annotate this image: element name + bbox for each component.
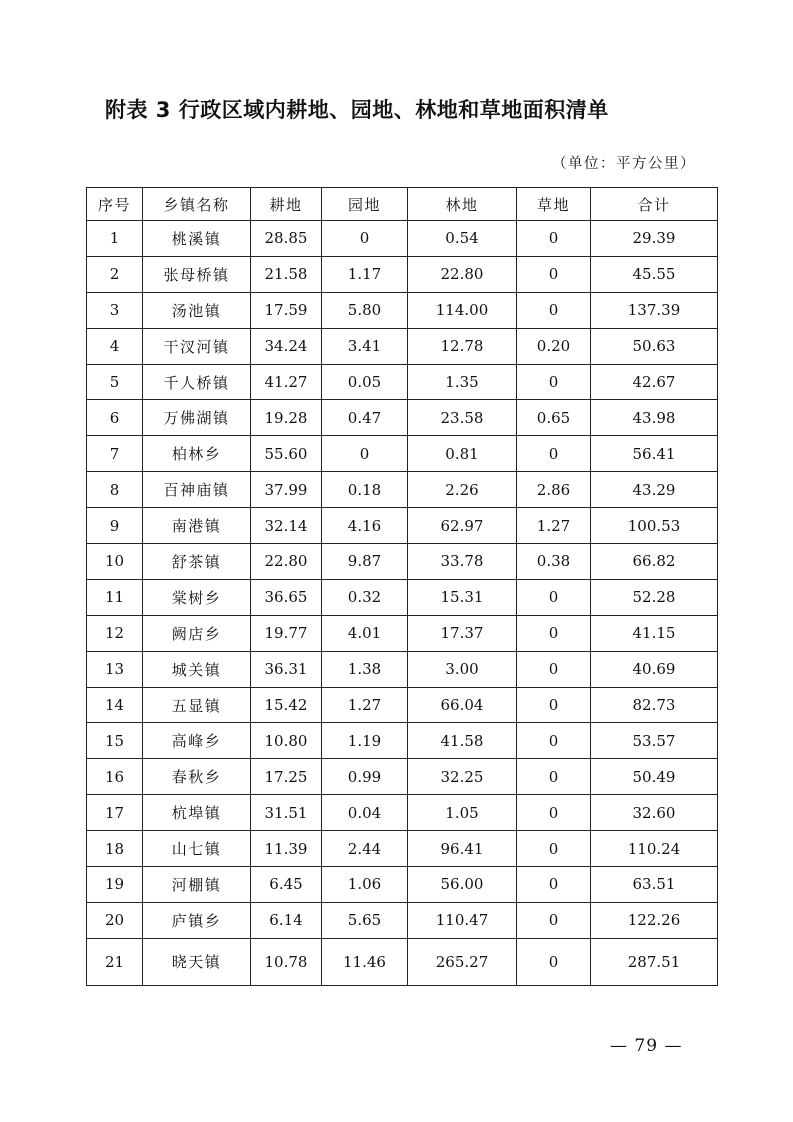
cell-grassland: 0 [517,256,591,292]
cell-farmland: 34.24 [251,328,322,364]
cell-index: 14 [87,687,143,723]
cell-index: 7 [87,436,143,472]
header-total: 合计 [591,188,718,221]
cell-grassland: 1.27 [517,508,591,544]
table-row [87,436,718,472]
cell-garden: 5.80 [322,292,408,328]
header-forest: 林地 [408,188,517,221]
cell-forest: 66.04 [408,687,517,723]
cell-index: 15 [87,723,143,759]
table-row [87,579,718,615]
cell-grassland: 0 [517,902,591,938]
cell-total: 53.57 [591,723,718,759]
table-row [87,651,718,687]
cell-town: 张母桥镇 [143,256,251,292]
cell-garden: 1.17 [322,256,408,292]
unit-label: （单位：平方公里） [552,156,696,172]
table-row [87,292,718,328]
cell-town: 河棚镇 [143,867,251,903]
cell-farmland: 32.14 [251,508,322,544]
cell-grassland: 0.65 [517,400,591,436]
table-row [87,902,718,938]
cell-garden: 5.65 [322,902,408,938]
cell-town: 柏林乡 [143,436,251,472]
cell-garden: 0.05 [322,364,408,400]
cell-forest: 1.05 [408,795,517,831]
cell-grassland: 0 [517,831,591,867]
cell-forest: 22.80 [408,256,517,292]
cell-forest: 33.78 [408,544,517,580]
cell-grassland: 0 [517,938,591,985]
cell-index: 21 [87,938,143,985]
cell-town: 晓天镇 [143,938,251,985]
cell-total: 43.29 [591,472,718,508]
cell-grassland: 0 [517,687,591,723]
cell-garden: 2.44 [322,831,408,867]
table-row [87,831,718,867]
table-row [87,687,718,723]
cell-farmland: 55.60 [251,436,322,472]
cell-index: 20 [87,902,143,938]
cell-farmland: 17.25 [251,759,322,795]
cell-town: 城关镇 [143,651,251,687]
cell-grassland: 0 [517,759,591,795]
cell-total: 50.63 [591,328,718,364]
cell-index: 3 [87,292,143,328]
table-row [87,615,718,651]
cell-forest: 56.00 [408,867,517,903]
cell-total: 137.39 [591,292,718,328]
cell-town: 阙店乡 [143,615,251,651]
cell-total: 41.15 [591,615,718,651]
cell-garden: 0.18 [322,472,408,508]
table-row [87,938,718,985]
table-row [87,400,718,436]
cell-total: 43.98 [591,400,718,436]
cell-town: 舒茶镇 [143,544,251,580]
cell-grassland: 0 [517,723,591,759]
table-row [87,221,718,257]
cell-index: 13 [87,651,143,687]
cell-index: 16 [87,759,143,795]
cell-index: 19 [87,867,143,903]
cell-town: 山七镇 [143,831,251,867]
cell-total: 45.55 [591,256,718,292]
table-row [87,867,718,903]
cell-farmland: 11.39 [251,831,322,867]
cell-grassland: 0 [517,436,591,472]
cell-forest: 96.41 [408,831,517,867]
cell-farmland: 28.85 [251,221,322,257]
table-row [87,508,718,544]
cell-forest: 265.27 [408,938,517,985]
document-title: 附表 3 行政区域内耕地、园地、林地和草地面积清单 [105,98,609,122]
cell-forest: 114.00 [408,292,517,328]
cell-town: 干汊河镇 [143,328,251,364]
cell-town: 春秋乡 [143,759,251,795]
cell-grassland: 0.38 [517,544,591,580]
area-table [86,187,718,986]
cell-farmland: 31.51 [251,795,322,831]
cell-forest: 1.35 [408,364,517,400]
table-row [87,795,718,831]
cell-index: 12 [87,615,143,651]
cell-grassland: 0 [517,795,591,831]
cell-total: 66.82 [591,544,718,580]
table-row [87,256,718,292]
cell-grassland: 0 [517,651,591,687]
cell-garden: 0 [322,221,408,257]
cell-forest: 0.54 [408,221,517,257]
cell-forest: 62.97 [408,508,517,544]
cell-garden: 3.41 [322,328,408,364]
cell-forest: 15.31 [408,579,517,615]
cell-garden: 0.47 [322,400,408,436]
cell-index: 18 [87,831,143,867]
cell-garden: 0 [322,436,408,472]
cell-index: 9 [87,508,143,544]
cell-forest: 23.58 [408,400,517,436]
cell-garden: 9.87 [322,544,408,580]
cell-garden: 11.46 [322,938,408,985]
header-index: 序号 [87,188,143,221]
cell-forest: 17.37 [408,615,517,651]
cell-total: 287.51 [591,938,718,985]
cell-index: 5 [87,364,143,400]
cell-total: 56.41 [591,436,718,472]
cell-farmland: 37.99 [251,472,322,508]
cell-farmland: 6.45 [251,867,322,903]
cell-index: 8 [87,472,143,508]
cell-farmland: 19.77 [251,615,322,651]
cell-grassland: 0 [517,292,591,328]
table-body [87,221,718,986]
cell-town: 百神庙镇 [143,472,251,508]
cell-forest: 110.47 [408,902,517,938]
cell-garden: 4.01 [322,615,408,651]
cell-farmland: 10.80 [251,723,322,759]
header-grassland: 草地 [517,188,591,221]
table-row [87,472,718,508]
cell-total: 82.73 [591,687,718,723]
cell-garden: 1.38 [322,651,408,687]
cell-total: 52.28 [591,579,718,615]
cell-town: 五显镇 [143,687,251,723]
header-garden: 园地 [322,188,408,221]
cell-town: 汤池镇 [143,292,251,328]
cell-town: 千人桥镇 [143,364,251,400]
cell-grassland: 0 [517,615,591,651]
cell-total: 29.39 [591,221,718,257]
header-farmland: 耕地 [251,188,322,221]
cell-forest: 12.78 [408,328,517,364]
cell-forest: 0.81 [408,436,517,472]
cell-garden: 0.99 [322,759,408,795]
cell-index: 10 [87,544,143,580]
cell-garden: 0.32 [322,579,408,615]
table-row [87,723,718,759]
cell-town: 杭埠镇 [143,795,251,831]
cell-farmland: 36.31 [251,651,322,687]
cell-total: 110.24 [591,831,718,867]
cell-farmland: 10.78 [251,938,322,985]
table-row [87,544,718,580]
cell-grassland: 0 [517,221,591,257]
cell-index: 6 [87,400,143,436]
cell-forest: 41.58 [408,723,517,759]
cell-forest: 2.26 [408,472,517,508]
table-row [87,759,718,795]
cell-farmland: 36.65 [251,579,322,615]
table-row [87,328,718,364]
cell-total: 122.26 [591,902,718,938]
cell-farmland: 41.27 [251,364,322,400]
cell-index: 11 [87,579,143,615]
cell-grassland: 2.86 [517,472,591,508]
cell-total: 32.60 [591,795,718,831]
cell-total: 50.49 [591,759,718,795]
cell-farmland: 15.42 [251,687,322,723]
cell-forest: 32.25 [408,759,517,795]
cell-garden: 1.06 [322,867,408,903]
cell-town: 高峰乡 [143,723,251,759]
cell-total: 100.53 [591,508,718,544]
cell-farmland: 21.58 [251,256,322,292]
cell-town: 万佛湖镇 [143,400,251,436]
cell-garden: 1.19 [322,723,408,759]
cell-farmland: 6.14 [251,902,322,938]
page-number: — 79 — [610,1036,683,1056]
cell-farmland: 17.59 [251,292,322,328]
cell-garden: 1.27 [322,687,408,723]
cell-town: 棠树乡 [143,579,251,615]
cell-total: 63.51 [591,867,718,903]
cell-forest: 3.00 [408,651,517,687]
cell-farmland: 19.28 [251,400,322,436]
cell-index: 4 [87,328,143,364]
table-row [87,364,718,400]
cell-grassland: 0 [517,364,591,400]
table-header-row [87,188,718,221]
cell-grassland: 0 [517,867,591,903]
cell-total: 40.69 [591,651,718,687]
cell-farmland: 22.80 [251,544,322,580]
cell-garden: 0.04 [322,795,408,831]
cell-town: 南港镇 [143,508,251,544]
cell-garden: 4.16 [322,508,408,544]
cell-total: 42.67 [591,364,718,400]
cell-index: 17 [87,795,143,831]
cell-grassland: 0 [517,579,591,615]
cell-town: 庐镇乡 [143,902,251,938]
cell-town: 桃溪镇 [143,221,251,257]
header-town: 乡镇名称 [143,188,251,221]
cell-index: 2 [87,256,143,292]
cell-grassland: 0.20 [517,328,591,364]
cell-index: 1 [87,221,143,257]
